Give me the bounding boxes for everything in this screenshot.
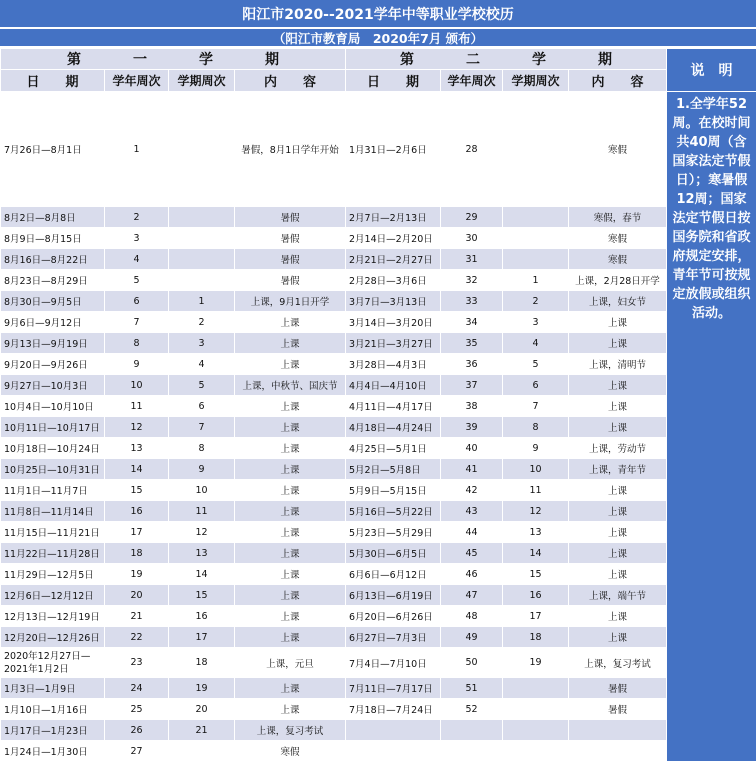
term-week-cell <box>169 207 235 228</box>
term-week-cell: 3 <box>503 312 569 333</box>
term-week-cell: 14 <box>169 564 235 585</box>
content-cell: 上课，端午节 <box>569 585 667 606</box>
content-cell: 上课 <box>235 396 346 417</box>
year-week-cell: 51 <box>441 678 503 699</box>
term-week-cell: 13 <box>169 543 235 564</box>
year-week-cell: 37 <box>441 375 503 396</box>
content-cell: 寒假 <box>569 249 667 270</box>
content-cell: 上课，劳动节 <box>569 438 667 459</box>
date-cell: 11月8日—11月14日 <box>1 501 105 522</box>
term-week-cell <box>169 249 235 270</box>
table-row <box>1 417 756 438</box>
semester-2-char: 二 <box>466 52 480 68</box>
year-week-cell: 4 <box>105 249 169 270</box>
semester-1-char: 期 <box>265 52 279 68</box>
term-week-cell: 16 <box>169 606 235 627</box>
content-cell: 寒假，春节 <box>569 207 667 228</box>
year-week-cell: 9 <box>105 354 169 375</box>
content-cell: 上课 <box>235 354 346 375</box>
term-week-cell: 2 <box>169 312 235 333</box>
note-text: 1.全学年52周。在校时间共40周（含国家法定节假日）；寒暑假12周；国家法定节假日按国务院和省政府规定安排，青年节可按规定放假或组织活动。 <box>667 92 756 762</box>
term-week-cell <box>503 720 569 741</box>
year-week-cell: 35 <box>441 333 503 354</box>
content-cell: 上课 <box>569 333 667 354</box>
calendar-subtitle: （阳江市教育局 2020年7月 颁布） <box>0 29 756 48</box>
col-header-term-week-2: 学期周次 <box>503 70 569 92</box>
table-row <box>1 375 756 396</box>
col-header-term-week-1: 学期周次 <box>169 70 235 92</box>
date-cell: 4月4日—4月10日 <box>346 375 441 396</box>
date-cell: 1月3日—1月9日 <box>1 678 105 699</box>
content-cell: 上课 <box>569 375 667 396</box>
content-cell <box>569 741 667 762</box>
year-week-cell: 18 <box>105 543 169 564</box>
date-cell: 2月21日—2月27日 <box>346 249 441 270</box>
col-header-year-week-2: 学年周次 <box>441 70 503 92</box>
year-week-cell: 43 <box>441 501 503 522</box>
content-cell: 上课，中秋节、国庆节 <box>235 375 346 396</box>
year-week-cell: 20 <box>105 585 169 606</box>
year-week-cell: 24 <box>105 678 169 699</box>
note-header: 说 明 <box>667 49 756 92</box>
semester-1-char: 第 <box>67 52 81 68</box>
table-row <box>1 606 756 627</box>
term-week-cell <box>503 207 569 228</box>
year-week-cell: 1 <box>105 92 169 207</box>
content-cell: 上课 <box>569 627 667 648</box>
content-cell: 上课 <box>235 627 346 648</box>
date-cell: 6月20日—6月26日 <box>346 606 441 627</box>
date-cell: 5月9日—5月15日 <box>346 480 441 501</box>
semester-2-header <box>346 49 667 70</box>
date-cell: 4月25日—5月1日 <box>346 438 441 459</box>
content-cell: 上课 <box>569 606 667 627</box>
term-week-cell: 18 <box>169 648 235 678</box>
date-cell: 12月20日—12月26日 <box>1 627 105 648</box>
term-week-cell <box>503 249 569 270</box>
year-week-cell: 13 <box>105 438 169 459</box>
table-row <box>1 270 756 291</box>
year-week-cell: 39 <box>441 417 503 438</box>
year-week-cell: 27 <box>105 741 169 762</box>
content-cell: 上课 <box>235 438 346 459</box>
table-row <box>1 543 756 564</box>
date-cell: 11月1日—11月7日 <box>1 480 105 501</box>
table-row <box>1 501 756 522</box>
content-cell: 上课，青年节 <box>569 459 667 480</box>
content-cell: 上课，复习考试 <box>235 720 346 741</box>
term-week-cell <box>169 92 235 207</box>
year-week-cell: 29 <box>441 207 503 228</box>
term-week-cell: 4 <box>169 354 235 375</box>
semester-2-char: 期 <box>598 52 612 68</box>
content-cell: 上课 <box>235 585 346 606</box>
content-cell: 暑假 <box>569 678 667 699</box>
col-header-date-1: 日 期 <box>1 70 105 92</box>
term-week-cell: 17 <box>169 627 235 648</box>
year-week-cell: 5 <box>105 270 169 291</box>
year-week-cell: 52 <box>441 699 503 720</box>
date-cell <box>346 720 441 741</box>
term-week-cell: 8 <box>503 417 569 438</box>
year-week-cell <box>441 741 503 762</box>
semester-2-char: 第 <box>400 52 414 68</box>
content-cell: 上课，2月28日开学 <box>569 270 667 291</box>
term-week-cell: 2 <box>503 291 569 312</box>
year-week-cell: 36 <box>441 354 503 375</box>
date-cell: 3月14日—3月20日 <box>346 312 441 333</box>
date-cell: 9月13日—9月19日 <box>1 333 105 354</box>
year-week-cell: 22 <box>105 627 169 648</box>
table-row <box>1 333 756 354</box>
date-cell: 5月2日—5月8日 <box>346 459 441 480</box>
table-row <box>1 249 756 270</box>
content-cell: 上课 <box>235 501 346 522</box>
term-week-cell: 5 <box>169 375 235 396</box>
term-week-cell: 6 <box>169 396 235 417</box>
year-week-cell: 33 <box>441 291 503 312</box>
year-week-cell: 21 <box>105 606 169 627</box>
content-cell: 上课 <box>569 522 667 543</box>
content-cell: 寒假 <box>569 92 667 207</box>
term-week-cell: 8 <box>169 438 235 459</box>
year-week-cell: 30 <box>441 228 503 249</box>
year-week-cell: 25 <box>105 699 169 720</box>
table-row <box>1 459 756 480</box>
term-week-cell <box>503 678 569 699</box>
term-week-cell: 15 <box>169 585 235 606</box>
semester-1-char: 学 <box>199 52 213 68</box>
content-cell: 寒假 <box>569 228 667 249</box>
date-cell: 3月21日—3月27日 <box>346 333 441 354</box>
year-week-cell: 12 <box>105 417 169 438</box>
date-cell: 1月17日—1月23日 <box>1 720 105 741</box>
date-cell: 7月26日—8月1日 <box>1 92 105 207</box>
content-cell: 上课 <box>569 480 667 501</box>
term-week-cell: 13 <box>503 522 569 543</box>
content-cell: 寒假 <box>235 741 346 762</box>
date-cell: 6月27日—7月3日 <box>346 627 441 648</box>
table-row <box>1 480 756 501</box>
term-week-cell: 12 <box>169 522 235 543</box>
year-week-cell: 10 <box>105 375 169 396</box>
date-cell: 9月20日—9月26日 <box>1 354 105 375</box>
term-week-cell: 1 <box>503 270 569 291</box>
content-cell: 上课，9月1日开学 <box>235 291 346 312</box>
content-cell: 上课，清明节 <box>569 354 667 375</box>
table-row <box>1 720 756 741</box>
date-cell: 8月30日—9月5日 <box>1 291 105 312</box>
year-week-cell: 45 <box>441 543 503 564</box>
term-week-cell: 10 <box>503 459 569 480</box>
content-cell: 暑假，8月1日学年开始 <box>235 92 346 207</box>
content-cell: 上课 <box>235 333 346 354</box>
term-week-cell: 9 <box>169 459 235 480</box>
date-cell: 4月18日—4月24日 <box>346 417 441 438</box>
content-cell: 上课 <box>569 543 667 564</box>
date-cell: 10月4日—10月10日 <box>1 396 105 417</box>
term-week-cell: 7 <box>169 417 235 438</box>
date-cell: 7月4日—7月10日 <box>346 648 441 678</box>
year-week-cell: 6 <box>105 291 169 312</box>
term-week-cell: 15 <box>503 564 569 585</box>
date-cell: 7月11日—7月17日 <box>346 678 441 699</box>
term-week-cell <box>169 741 235 762</box>
col-header-year-week-1: 学年周次 <box>105 70 169 92</box>
content-cell: 上课 <box>235 312 346 333</box>
table-row <box>1 564 756 585</box>
semester-2-char: 学 <box>532 52 546 68</box>
year-week-cell: 16 <box>105 501 169 522</box>
date-cell: 12月6日—12月12日 <box>1 585 105 606</box>
table-row <box>1 291 756 312</box>
year-week-cell <box>441 720 503 741</box>
date-cell: 11月29日—12月5日 <box>1 564 105 585</box>
table-row <box>1 741 756 762</box>
date-cell: 5月23日—5月29日 <box>346 522 441 543</box>
date-cell: 5月30日—6月5日 <box>346 543 441 564</box>
date-cell: 1月31日—2月6日 <box>346 92 441 207</box>
date-cell: 2月28日—3月6日 <box>346 270 441 291</box>
date-cell: 2020年12月27日—2021年1月2日 <box>1 648 105 678</box>
table-row <box>1 678 756 699</box>
content-cell: 暑假 <box>569 699 667 720</box>
term-week-cell: 4 <box>503 333 569 354</box>
table-row <box>1 699 756 720</box>
date-cell: 6月6日—6月12日 <box>346 564 441 585</box>
year-week-cell: 34 <box>441 312 503 333</box>
content-cell: 暑假 <box>235 249 346 270</box>
year-week-cell: 31 <box>441 249 503 270</box>
date-cell: 8月23日—8月29日 <box>1 270 105 291</box>
date-cell: 2月7日—2月13日 <box>346 207 441 228</box>
term-week-cell: 6 <box>503 375 569 396</box>
year-week-cell: 40 <box>441 438 503 459</box>
col-header-date-2: 日 期 <box>346 70 441 92</box>
content-cell: 上课 <box>235 606 346 627</box>
table-row <box>1 354 756 375</box>
content-cell: 上课 <box>235 678 346 699</box>
year-week-cell: 49 <box>441 627 503 648</box>
content-cell: 上课 <box>235 543 346 564</box>
content-cell: 上课 <box>569 396 667 417</box>
table-row <box>1 312 756 333</box>
year-week-cell: 17 <box>105 522 169 543</box>
content-cell: 上课 <box>569 312 667 333</box>
table-row <box>1 438 756 459</box>
year-week-cell: 23 <box>105 648 169 678</box>
content-cell: 上课，妇女节 <box>569 291 667 312</box>
year-week-cell: 19 <box>105 564 169 585</box>
date-cell: 8月16日—8月22日 <box>1 249 105 270</box>
table-row <box>1 228 756 249</box>
year-week-cell: 32 <box>441 270 503 291</box>
calendar-table <box>0 48 756 762</box>
year-week-cell: 47 <box>441 585 503 606</box>
year-week-cell: 8 <box>105 333 169 354</box>
year-week-cell: 41 <box>441 459 503 480</box>
table-row <box>1 92 756 207</box>
calendar-title: 阳江市2020--2021学年中等职业学校校历 <box>0 0 756 29</box>
term-week-cell: 12 <box>503 501 569 522</box>
content-cell <box>569 720 667 741</box>
term-week-cell: 21 <box>169 720 235 741</box>
term-week-cell: 11 <box>503 480 569 501</box>
term-week-cell: 3 <box>169 333 235 354</box>
col-header-content-1: 内 容 <box>235 70 346 92</box>
term-week-cell: 20 <box>169 699 235 720</box>
term-week-cell: 7 <box>503 396 569 417</box>
term-week-cell: 17 <box>503 606 569 627</box>
date-cell: 5月16日—5月22日 <box>346 501 441 522</box>
term-week-cell: 19 <box>169 678 235 699</box>
year-week-cell: 50 <box>441 648 503 678</box>
table-row <box>1 627 756 648</box>
date-cell: 11月22日—11月28日 <box>1 543 105 564</box>
date-cell: 4月11日—4月17日 <box>346 396 441 417</box>
content-cell: 暑假 <box>235 207 346 228</box>
date-cell: 7月18日—7月24日 <box>346 699 441 720</box>
date-cell: 10月11日—10月17日 <box>1 417 105 438</box>
content-cell: 暑假 <box>235 270 346 291</box>
date-cell: 2月14日—2月20日 <box>346 228 441 249</box>
date-cell: 6月13日—6月19日 <box>346 585 441 606</box>
content-cell: 上课 <box>235 522 346 543</box>
year-week-cell: 38 <box>441 396 503 417</box>
col-header-content-2: 内 容 <box>569 70 667 92</box>
content-cell: 上课 <box>569 501 667 522</box>
date-cell: 9月6日—9月12日 <box>1 312 105 333</box>
year-week-cell: 46 <box>441 564 503 585</box>
term-week-cell <box>169 228 235 249</box>
date-cell: 1月10日—1月16日 <box>1 699 105 720</box>
date-cell: 10月18日—10月24日 <box>1 438 105 459</box>
term-week-cell <box>503 741 569 762</box>
term-week-cell <box>503 228 569 249</box>
date-cell: 1月24日—1月30日 <box>1 741 105 762</box>
content-cell: 上课 <box>235 699 346 720</box>
year-week-cell: 26 <box>105 720 169 741</box>
year-week-cell: 42 <box>441 480 503 501</box>
term-week-cell <box>503 92 569 207</box>
content-cell: 上课 <box>235 459 346 480</box>
year-week-cell: 44 <box>441 522 503 543</box>
term-week-cell: 19 <box>503 648 569 678</box>
date-cell <box>346 741 441 762</box>
content-cell: 上课 <box>235 480 346 501</box>
content-cell: 暑假 <box>235 228 346 249</box>
semester-1-header <box>1 49 346 70</box>
semester-1-char: 一 <box>133 52 147 68</box>
term-week-cell <box>503 699 569 720</box>
year-week-cell: 15 <box>105 480 169 501</box>
term-week-cell: 14 <box>503 543 569 564</box>
content-cell: 上课 <box>235 417 346 438</box>
year-week-cell: 14 <box>105 459 169 480</box>
date-cell: 8月9日—8月15日 <box>1 228 105 249</box>
content-cell: 上课，复习考试 <box>569 648 667 678</box>
term-week-cell: 9 <box>503 438 569 459</box>
term-week-cell: 10 <box>169 480 235 501</box>
term-week-cell: 11 <box>169 501 235 522</box>
date-cell: 9月27日—10月3日 <box>1 375 105 396</box>
term-week-cell <box>169 270 235 291</box>
table-row <box>1 648 756 678</box>
table-row <box>1 207 756 228</box>
date-cell: 3月7日—3月13日 <box>346 291 441 312</box>
year-week-cell: 28 <box>441 92 503 207</box>
date-cell: 11月15日—11月21日 <box>1 522 105 543</box>
term-week-cell: 5 <box>503 354 569 375</box>
content-cell: 上课 <box>569 564 667 585</box>
date-cell: 12月13日—12月19日 <box>1 606 105 627</box>
year-week-cell: 3 <box>105 228 169 249</box>
date-cell: 10月25日—10月31日 <box>1 459 105 480</box>
content-cell: 上课 <box>569 417 667 438</box>
content-cell: 上课，元旦 <box>235 648 346 678</box>
term-week-cell: 16 <box>503 585 569 606</box>
table-row <box>1 396 756 417</box>
date-cell: 3月28日—4月3日 <box>346 354 441 375</box>
term-week-cell: 1 <box>169 291 235 312</box>
table-row <box>1 585 756 606</box>
year-week-cell: 2 <box>105 207 169 228</box>
table-row <box>1 522 756 543</box>
year-week-cell: 48 <box>441 606 503 627</box>
term-week-cell: 18 <box>503 627 569 648</box>
content-cell: 上课 <box>235 564 346 585</box>
year-week-cell: 7 <box>105 312 169 333</box>
year-week-cell: 11 <box>105 396 169 417</box>
date-cell: 8月2日—8月8日 <box>1 207 105 228</box>
